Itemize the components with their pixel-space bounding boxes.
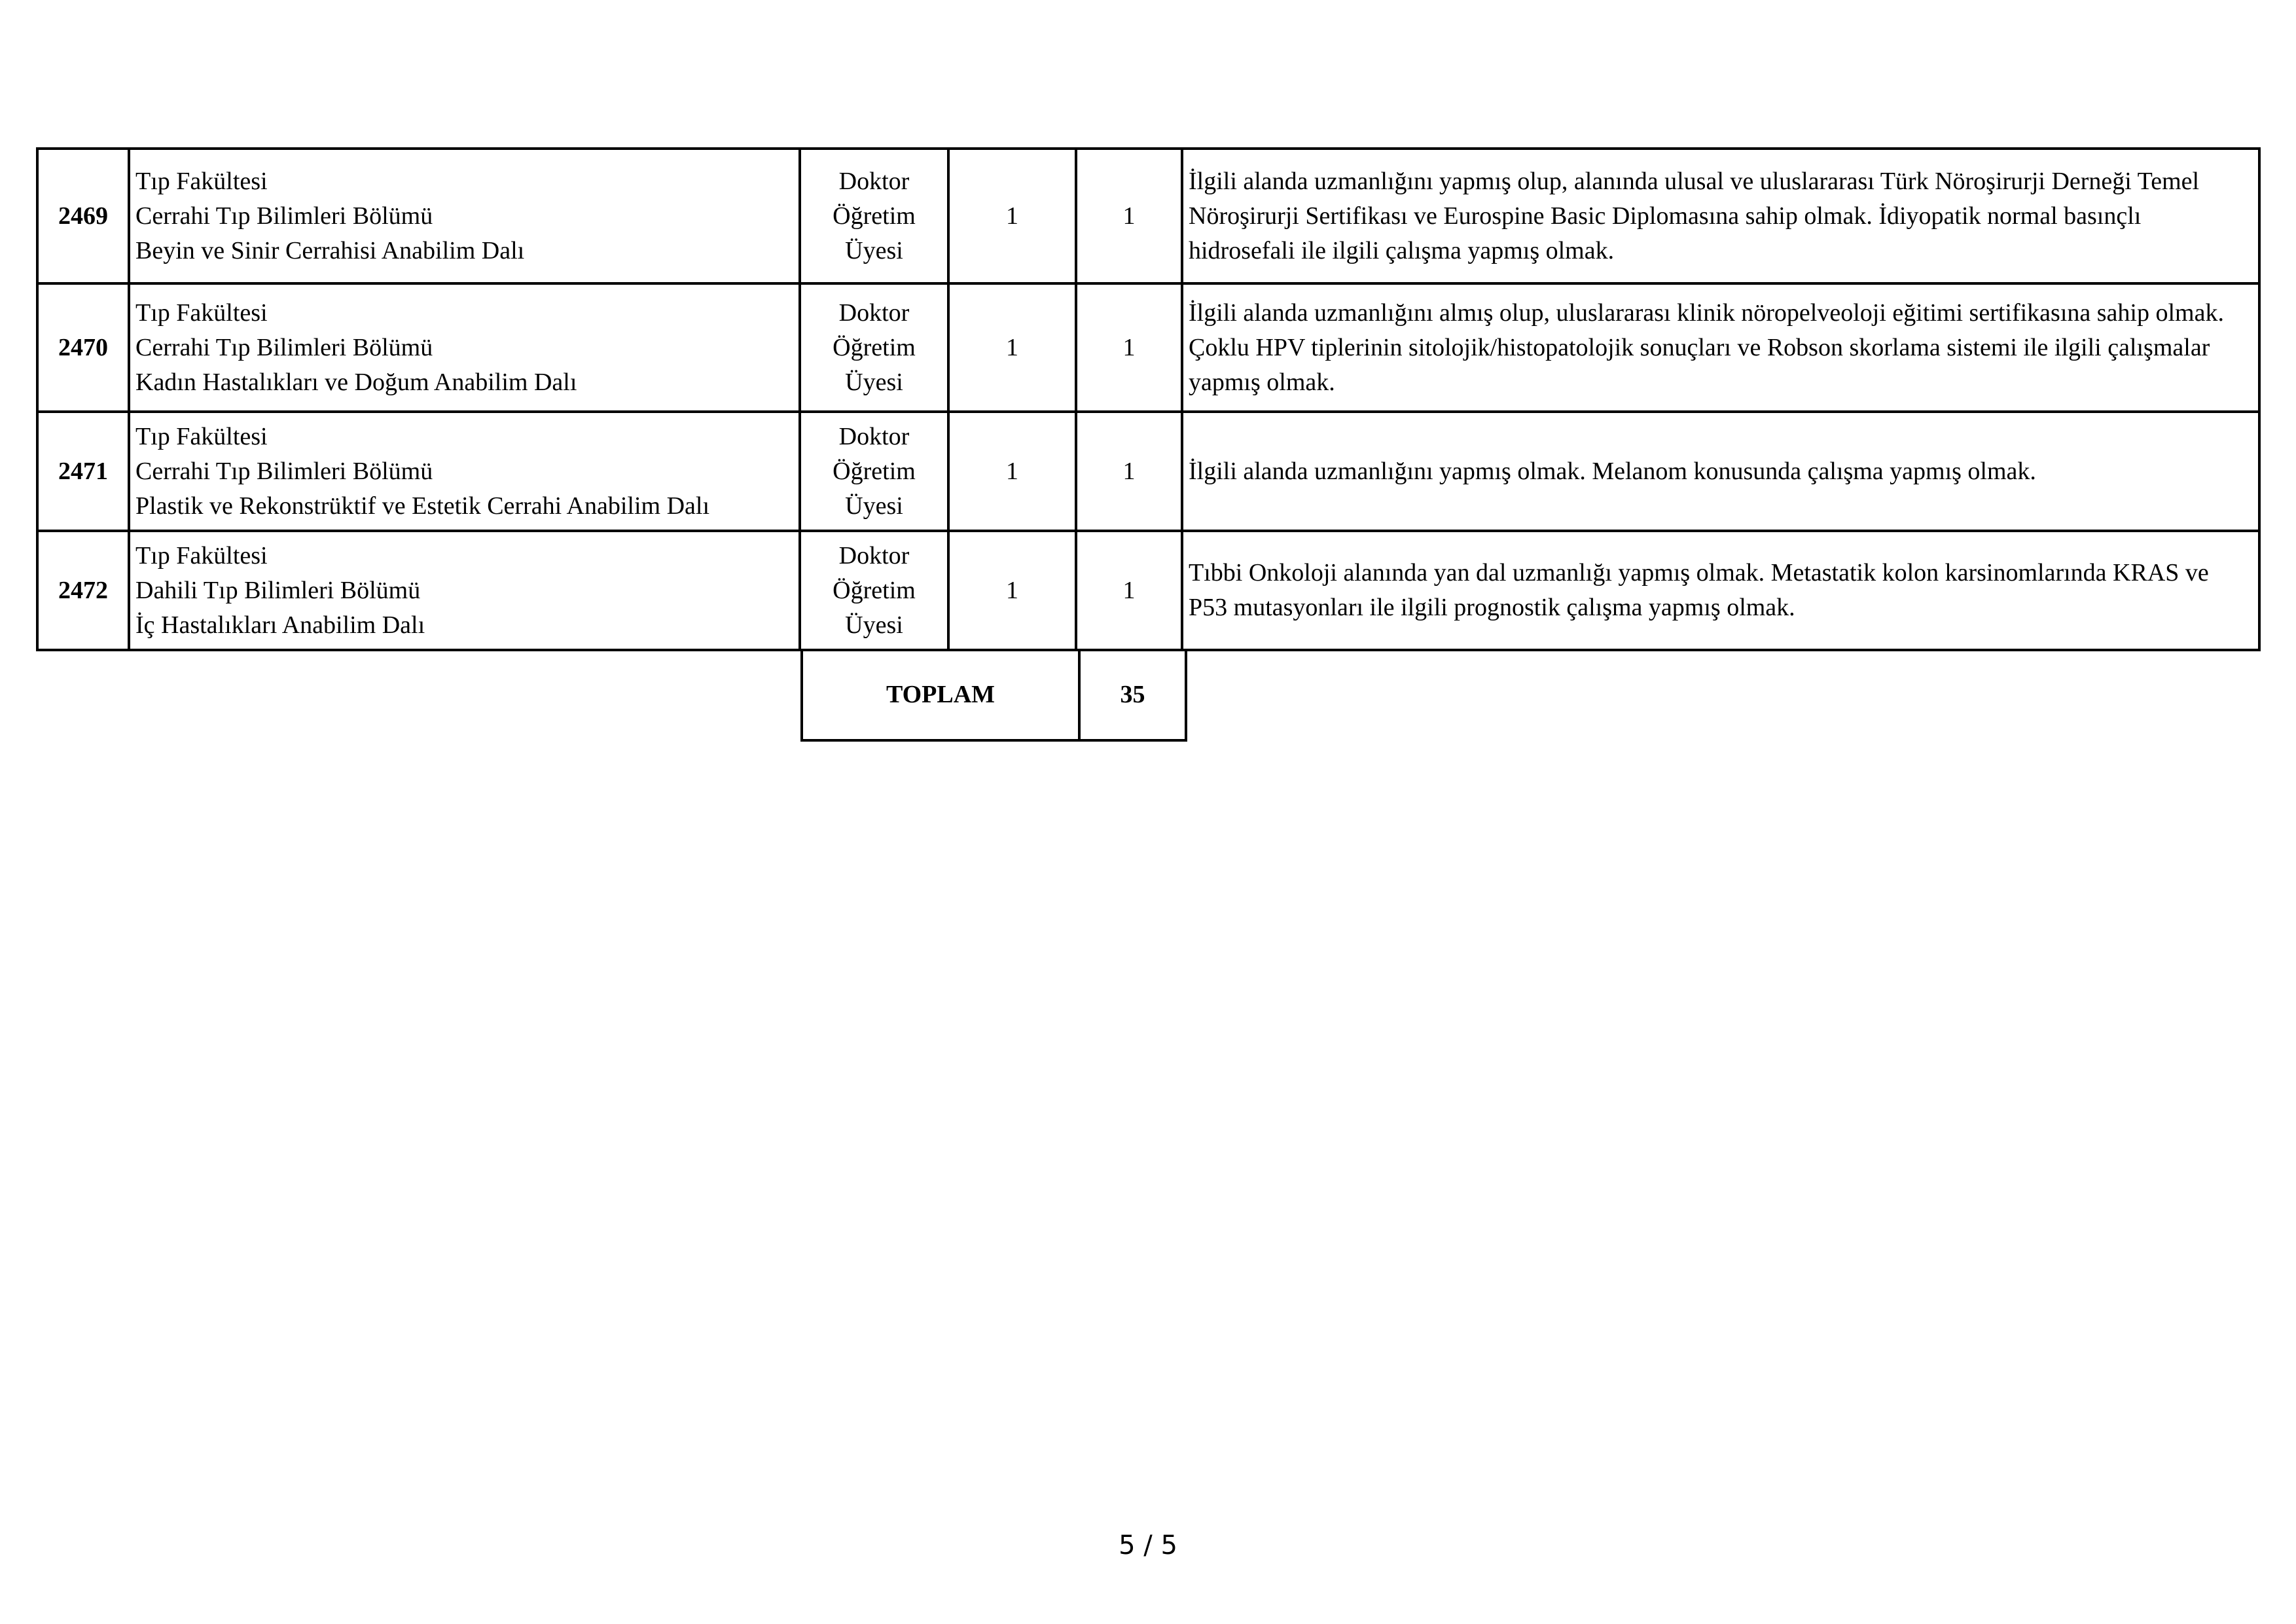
division-name: Beyin ve Sinir Cerrahisi Anabilim Dalı [135, 236, 525, 264]
count-cell: 1 [1076, 283, 1182, 412]
count-cell: 1 [948, 283, 1076, 412]
faculty-name: Tıp Fakültesi [135, 422, 268, 450]
total-label: TOPLAM [802, 649, 1079, 740]
requirement-text: İlgili alanda uzmanlığını almış olup, uluslararası klinik nöropelveoloji eğitimi sertifikasına sahip olmak. Çoklu HPV tiplerinin sitolojik/histopatolojik sonuçları ve Robson skorlama sistemi ile ilgili çalışmalar yapmış olmak. [1189, 298, 2224, 396]
requirement-text: Tıbbi Onkoloji alanında yan dal uzmanlığı yapmış olmak. Metastatik kolon karsinomlarında KRAS ve P53 mutasyonları ile ilgili prognostik çalışma yapmış olmak. [1189, 559, 2209, 621]
title-cell [800, 412, 948, 531]
total-table [800, 649, 1187, 742]
title-cell [800, 149, 948, 283]
title-line: Öğretim [833, 576, 916, 604]
title-line: Öğretim [833, 333, 916, 361]
requirement-cell [1182, 531, 2259, 650]
position-code: 2470 [37, 283, 129, 412]
count-cell: 1 [948, 531, 1076, 650]
department-name: Cerrahi Tıp Bilimleri Bölümü [135, 202, 433, 230]
positions-table [36, 147, 2261, 651]
table-row [37, 531, 2259, 650]
total-row [802, 649, 1186, 740]
title-line: Doktor [838, 298, 910, 327]
unit-cell [129, 412, 800, 531]
title-line: Üyesi [845, 236, 903, 264]
table-row [37, 283, 2259, 412]
count-cell: 1 [948, 412, 1076, 531]
count-cell: 1 [948, 149, 1076, 283]
department-name: Cerrahi Tıp Bilimleri Bölümü [135, 457, 433, 485]
position-code: 2471 [37, 412, 129, 531]
division-name: İç Hastalıkları Anabilim Dalı [135, 611, 425, 639]
faculty-name: Tıp Fakültesi [135, 298, 268, 327]
unit-cell [129, 531, 800, 650]
title-line: Üyesi [845, 368, 903, 396]
title-line: Doktor [838, 541, 910, 569]
requirement-cell [1182, 283, 2259, 412]
total-value: 35 [1079, 649, 1186, 740]
requirement-text: İlgili alanda uzmanlığını yapmış olmak. Melanom konusunda çalışma yapmış olmak. [1189, 457, 2036, 485]
department-name: Cerrahi Tıp Bilimleri Bölümü [135, 333, 433, 361]
title-cell [800, 531, 948, 650]
unit-cell [129, 283, 800, 412]
title-line: Üyesi [845, 611, 903, 639]
title-line: Öğretim [833, 202, 916, 230]
position-code: 2472 [37, 531, 129, 650]
department-name: Dahili Tıp Bilimleri Bölümü [135, 576, 421, 604]
requirement-text: İlgili alanda uzmanlığını yapmış olup, alanında ulusal ve uluslararası Türk Nöroşirurji Derneği Temel Nöroşirurji Sertifikası ve Eurospine Basic Diplomasına sahip olmak. İdiyopatik normal basınçlı hidrosefali ile ilgili çalışma yapmış olmak. [1189, 167, 2200, 264]
requirement-cell [1182, 149, 2259, 283]
page-number: 5 / 5 [1119, 1530, 1177, 1561]
count-cell: 1 [1076, 531, 1182, 650]
faculty-name: Tıp Fakültesi [135, 541, 268, 569]
division-name: Plastik ve Rekonstrüktif ve Estetik Cerrahi Anabilim Dalı [135, 492, 710, 520]
table-row [37, 412, 2259, 531]
count-cell: 1 [1076, 149, 1182, 283]
title-line: Doktor [838, 422, 910, 450]
title-line: Doktor [838, 167, 910, 195]
count-cell: 1 [1076, 412, 1182, 531]
title-line: Üyesi [845, 492, 903, 520]
division-name: Kadın Hastalıkları ve Doğum Anabilim Dalı [135, 368, 577, 396]
faculty-name: Tıp Fakültesi [135, 167, 268, 195]
title-line: Öğretim [833, 457, 916, 485]
position-code: 2469 [37, 149, 129, 283]
requirement-cell [1182, 412, 2259, 531]
table-row [37, 149, 2259, 283]
unit-cell [129, 149, 800, 283]
title-cell [800, 283, 948, 412]
